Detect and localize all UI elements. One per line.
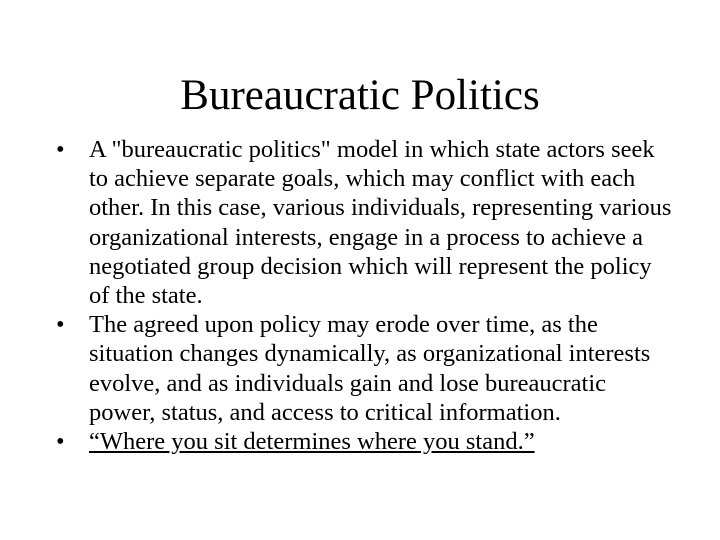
- bullet-icon: •: [56, 428, 65, 456]
- bullet-text: A "bureaucratic politics" model in which state actors seek to achieve separate goals, which may conflict with each other. In this case, various individuals, representing various organizational interests, engage in a process to achieve a negotiated group decision which will represent the policy of the state.: [89, 136, 672, 310]
- bullet-item: [56, 135, 676, 310]
- bullet-icon: •: [56, 136, 65, 163]
- bullet-list: [56, 135, 676, 456]
- bullet-item: [56, 310, 676, 427]
- bullet-icon: •: [56, 311, 65, 339]
- bullet-text: The agreed upon policy may erode over time, as the situation changes dynamically, as organizational interests evolve, and as individuals gain and lose bureaucratic power, status, and access to critical information.: [89, 311, 651, 426]
- bullet-item: [56, 427, 676, 456]
- quote-text: “Where you sit determines where you stand.”: [89, 428, 535, 456]
- slide-title: Bureaucratic Politics: [180, 72, 540, 119]
